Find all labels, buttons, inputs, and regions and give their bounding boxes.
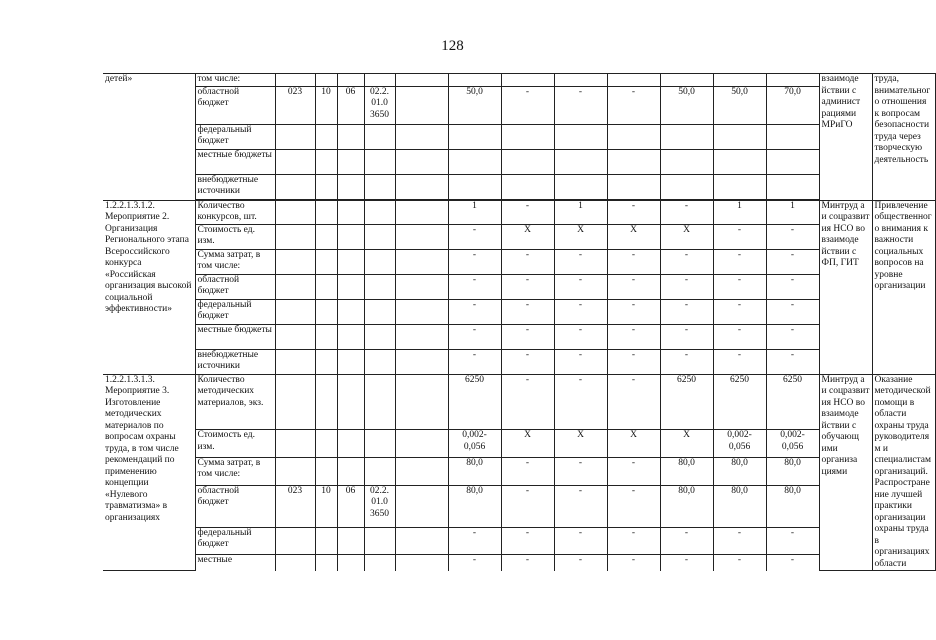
value-cell: -	[766, 249, 819, 274]
indicator-label: федеральный бюджет	[195, 299, 275, 324]
value-cell: -	[713, 349, 766, 374]
indicator-label: Стоимость ед. изм.	[195, 224, 275, 249]
value-cell: -	[766, 299, 819, 324]
rz-code: 10	[315, 485, 337, 527]
value-cell: -	[766, 274, 819, 299]
value-cell: -	[713, 224, 766, 249]
value-cell: -	[713, 324, 766, 349]
value-cell: X	[554, 224, 607, 249]
value-cell: -	[448, 249, 501, 274]
value-cell: -	[607, 457, 660, 485]
value-cell: X	[607, 224, 660, 249]
value-cell: -	[554, 485, 607, 527]
value-cell: -	[448, 274, 501, 299]
value-cell: -	[713, 249, 766, 274]
indicator-label: местные	[195, 555, 275, 571]
value-cell: 50,0	[713, 86, 766, 124]
table-row	[103, 274, 935, 299]
indicator-label: областной бюджет	[195, 86, 275, 124]
value-cell: -	[607, 249, 660, 274]
value-cell: -	[607, 349, 660, 374]
value-cell: 1	[448, 200, 501, 224]
value-cell: -	[448, 324, 501, 349]
value-cell: -	[660, 324, 713, 349]
table-row	[103, 124, 935, 149]
value-cell: 80,0	[660, 457, 713, 485]
page-number: 128	[441, 38, 464, 54]
value-cell: -	[554, 324, 607, 349]
activity-name: 1.2.2.1.3.1.2. Мероприятие 2. Организация Регионального этапа Всероссийского конкурса «Российская организация высокой социальной эффективности»	[103, 200, 195, 374]
pr-code: 06	[337, 485, 364, 527]
grbs-code: 023	[275, 485, 315, 527]
value-cell: 50,0	[660, 86, 713, 124]
value-cell: -	[448, 349, 501, 374]
executor: взаимоде йствии с админист рациями МРиГО	[819, 74, 872, 201]
value-cell: -	[607, 527, 660, 555]
value-cell: -	[501, 86, 554, 124]
indicator-label: Сумма затрат, в том числе:	[195, 457, 275, 485]
table-row	[103, 430, 935, 458]
value-cell: X	[554, 430, 607, 458]
value-cell: X	[501, 224, 554, 249]
table-row	[103, 324, 935, 349]
table-row	[103, 485, 935, 527]
value-cell: -	[501, 299, 554, 324]
table-row	[103, 374, 935, 430]
value-cell: -	[554, 274, 607, 299]
value-cell: -	[448, 299, 501, 324]
table-row	[103, 249, 935, 274]
value-cell: -	[660, 274, 713, 299]
value-cell: -	[554, 86, 607, 124]
table-row	[103, 349, 935, 374]
expected-result: Оказание методической помощи в области охраны труда руководителям и специалистам организаций. Распространение лучшей практики организации охраны труда в организациях области	[872, 374, 935, 571]
indicator-label: Сумма затрат, в том числе:	[195, 249, 275, 274]
indicator-label: областной бюджет	[195, 274, 275, 299]
value-cell: 80,0	[448, 485, 501, 527]
value-cell: -	[607, 555, 660, 571]
indicator-label: том числе:	[195, 74, 275, 87]
activity-name: 1.2.2.1.3.1.3. Мероприятие 3. Изготовление методических материалов по вопросам охраны труда, в том числе рекомендаций по применению концепции «Нулевого травматизма» в организациях	[103, 374, 195, 571]
value-cell: -	[501, 324, 554, 349]
indicator-label: Количество методических материалов, экз.	[195, 374, 275, 430]
indicator-label: местные бюджеты	[195, 149, 275, 174]
value-cell: -	[713, 274, 766, 299]
executor: Минтруд а и соцразвит ия НСО во взаимоде йствии с обучающ ими организа циями	[819, 374, 872, 571]
value-cell: -	[607, 299, 660, 324]
expected-result: труда, внимательного отношения к вопросам безопасности труда через творческую деятельность	[872, 74, 935, 201]
value-cell: -	[766, 349, 819, 374]
activity-name: детей»	[103, 74, 195, 201]
value-cell: -	[554, 349, 607, 374]
value-cell: X	[660, 224, 713, 249]
executor: Минтруд а и соцразвит ия НСО во взаимоде йствии с ФП, ГИТ	[819, 200, 872, 374]
table-row	[103, 86, 935, 124]
value-cell: -	[501, 485, 554, 527]
value-cell: -	[448, 224, 501, 249]
value-cell: 80,0	[766, 457, 819, 485]
value-cell: -	[501, 527, 554, 555]
value-cell: 50,0	[448, 86, 501, 124]
indicator-label: внебюджетные источники	[195, 174, 275, 199]
indicator-label: федеральный бюджет	[195, 124, 275, 149]
value-cell: -	[501, 457, 554, 485]
indicator-label: внебюджетные источники	[195, 349, 275, 374]
pr-code: 06	[337, 86, 364, 124]
indicator-label: областной бюджет	[195, 485, 275, 527]
value-cell: -	[660, 249, 713, 274]
table-row	[103, 174, 935, 199]
csr-code: 02.2. 01.0 3650	[364, 86, 395, 124]
value-cell: 6250	[713, 374, 766, 430]
table-row	[103, 224, 935, 249]
value-cell: -	[501, 274, 554, 299]
value-cell: -	[448, 555, 501, 571]
value-cell: 80,0	[713, 457, 766, 485]
value-cell: 1	[554, 200, 607, 224]
value-cell: -	[501, 374, 554, 430]
value-cell: -	[713, 555, 766, 571]
table-row	[103, 200, 935, 224]
value-cell: -	[501, 349, 554, 374]
value-cell: -	[660, 527, 713, 555]
value-cell: X	[660, 430, 713, 458]
value-cell: -	[713, 299, 766, 324]
table-row	[103, 149, 935, 174]
csr-code: 02.2. 01.0 3650	[364, 485, 395, 527]
value-cell: -	[554, 555, 607, 571]
expected-result: Привлечение общественного внимания к важности социальных вопросов на уровне организации	[872, 200, 935, 374]
value-cell: -	[660, 555, 713, 571]
table-row	[103, 457, 935, 485]
value-cell: -	[554, 299, 607, 324]
table-row	[103, 527, 935, 555]
value-cell: 6250	[448, 374, 501, 430]
grbs-code: 023	[275, 86, 315, 124]
value-cell: 1	[713, 200, 766, 224]
program-activities-table	[103, 73, 936, 571]
value-cell: -	[554, 374, 607, 430]
value-cell: X	[501, 430, 554, 458]
value-cell: -	[607, 200, 660, 224]
table-row	[103, 299, 935, 324]
value-cell: -	[607, 274, 660, 299]
value-cell: 0,002- 0,056	[766, 430, 819, 458]
value-cell: 70,0	[766, 86, 819, 124]
indicator-label: Количество конкурсов, шт.	[195, 200, 275, 224]
indicator-label: Стоимость ед. изм.	[195, 430, 275, 458]
value-cell: 80,0	[448, 457, 501, 485]
value-cell: 1	[766, 200, 819, 224]
value-cell: -	[607, 324, 660, 349]
value-cell: -	[766, 224, 819, 249]
value-cell: 0,002- 0,056	[713, 430, 766, 458]
table-row	[103, 555, 935, 571]
value-cell: -	[713, 527, 766, 555]
value-cell: -	[501, 555, 554, 571]
value-cell: -	[554, 249, 607, 274]
value-cell: -	[766, 527, 819, 555]
value-cell: -	[607, 86, 660, 124]
value-cell: -	[766, 555, 819, 571]
value-cell: -	[501, 200, 554, 224]
value-cell: 6250	[660, 374, 713, 430]
value-cell: 80,0	[766, 485, 819, 527]
rz-code: 10	[315, 86, 337, 124]
value-cell: -	[660, 200, 713, 224]
value-cell: 0,002- 0,056	[448, 430, 501, 458]
value-cell: 80,0	[660, 485, 713, 527]
indicator-label: федеральный бюджет	[195, 527, 275, 555]
value-cell: -	[607, 374, 660, 430]
value-cell: -	[660, 349, 713, 374]
value-cell: -	[660, 299, 713, 324]
value-cell: -	[501, 249, 554, 274]
value-cell: 80,0	[713, 485, 766, 527]
value-cell: 6250	[766, 374, 819, 430]
value-cell: -	[554, 457, 607, 485]
value-cell: -	[766, 324, 819, 349]
value-cell: X	[607, 430, 660, 458]
value-cell: -	[554, 527, 607, 555]
value-cell: -	[607, 485, 660, 527]
indicator-label: местные бюджеты	[195, 324, 275, 349]
value-cell: -	[448, 527, 501, 555]
table-row	[103, 74, 935, 87]
